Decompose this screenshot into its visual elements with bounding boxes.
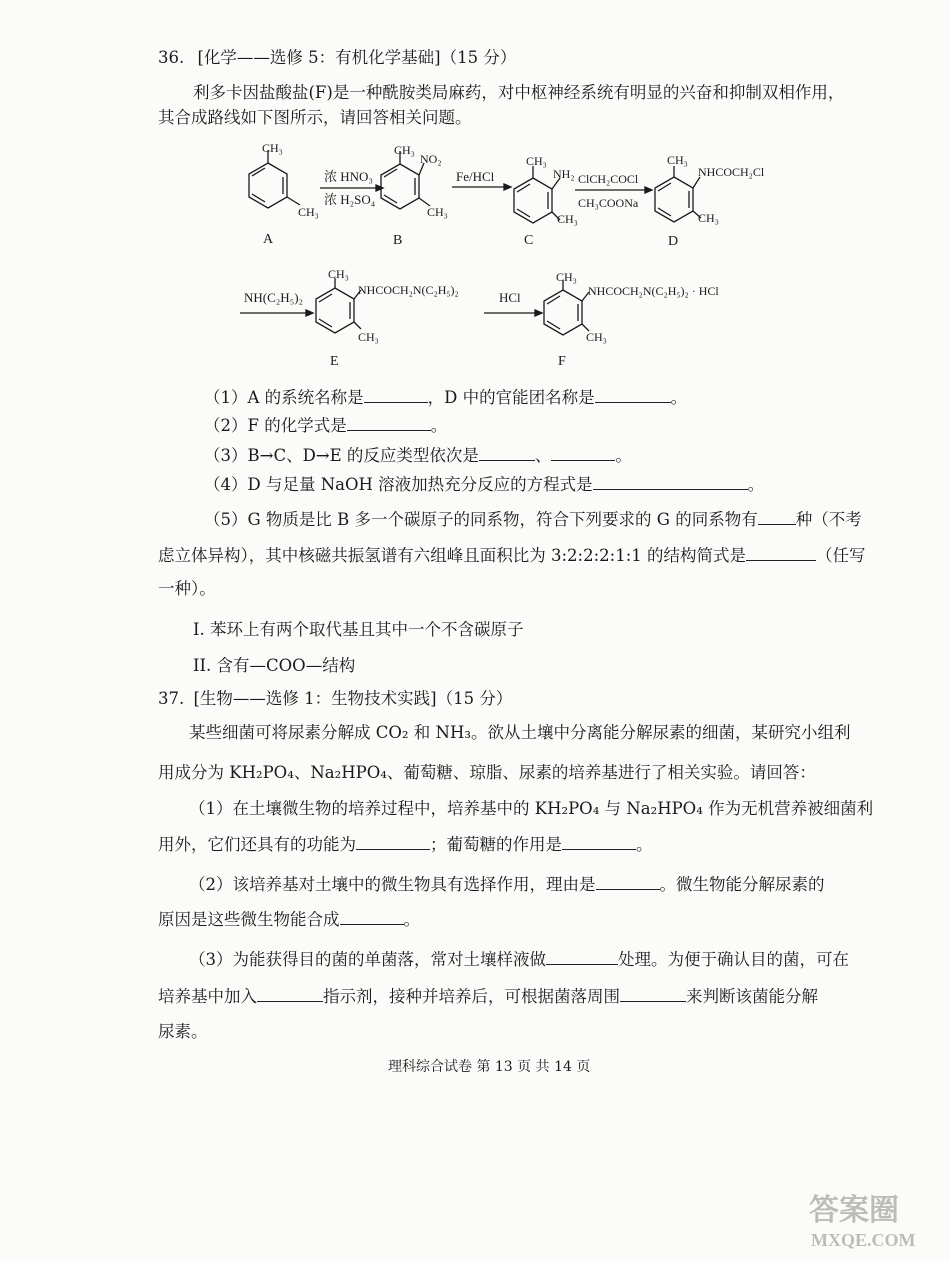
d-ch3-bottom: CH₃ [698, 211, 719, 225]
q36-title: [化学——选修 5：有机化学基础]（15 分） [197, 48, 517, 67]
answer-blank[interactable] [546, 948, 618, 965]
a-ch3-bottom: CH₃ [298, 205, 319, 219]
q36-sub5-line2: 虑立体异构），其中核磁共振氢谱有六组峰且面积比为 3:2:2:2:1:1 的结构简式是 （任写 [158, 546, 866, 565]
reagent-fe-hcl: Fe/HCl [456, 169, 495, 184]
synthesis-scheme [0, 130, 950, 380]
reagent-clch2cocl: ClCH₂COCl [578, 172, 639, 186]
q36-sub2: （2）F 的化学式是 。 [204, 416, 448, 435]
answer-blank[interactable] [257, 985, 323, 1002]
q36-sub5-line3: 一种）。 [158, 579, 216, 598]
q36-sub4: （4）D 与足量 NaOH 溶液加热充分反应的方程式是 。 [204, 475, 765, 494]
label-b: B [393, 233, 403, 248]
q36-intro-line1: 利多卡因盐酸盐(F)是一种酰胺类局麻药，对中枢神经系统有明显的兴奋和抑制双相作用， [193, 83, 845, 102]
q36-number: 36. [158, 48, 185, 67]
q37-header [158, 688, 512, 710]
q37-intro-line1: 某些细菌可将尿素分解成 CO₂ 和 NH₃。欲从土壤中分离能分解尿素的细菌，某研究小组利 [189, 723, 851, 742]
e-group: NHCOCH₂N(C₂H₅)₂ [358, 283, 459, 297]
answer-blank[interactable] [340, 908, 404, 925]
b-ch3-top: CH₃ [394, 143, 415, 157]
reagent-hcl: HCl [499, 290, 521, 305]
b-ch3-bottom: CH₃ [427, 205, 448, 219]
answer-blank[interactable] [746, 544, 816, 561]
answer-blank[interactable] [595, 386, 671, 403]
answer-blank[interactable] [758, 508, 796, 525]
q36-intro-line2: 其合成路线如下图所示，请回答相关问题。 [158, 108, 472, 127]
q37-sub2-line1: （2）该培养基对土壤中的微生物具有选择作用，理由是 。微生物能分解尿素的 [189, 875, 825, 894]
q37-sub2-line2: 原因是这些微生物能合成 。 [158, 910, 420, 929]
reagent-diethylamine: NH(C₂H₅)₂ [244, 290, 304, 305]
c-ch3-bottom: CH₃ [557, 212, 578, 226]
structure-e [316, 278, 361, 333]
answer-blank[interactable] [347, 414, 431, 431]
answer-blank[interactable] [551, 444, 615, 461]
q37-sub1-line2: 用外，它们还具有的功能为 ；葡萄糖的作用是 。 [158, 835, 653, 854]
label-d: D [668, 234, 679, 249]
f-ch3-bottom: CH₃ [586, 330, 607, 344]
d-group: NHCOCH₂Cl [698, 165, 765, 179]
a-ch3-top: CH₃ [262, 141, 283, 155]
q37-sub3-line2: 培养基中加入 指示剂，接种并培养后，可根据菌落周围 来判断该菌能分解 [158, 987, 818, 1006]
q36-sub3: （3）B→C、D→E 的反应类型依次是 、 。 [204, 446, 632, 465]
answer-blank[interactable] [562, 833, 636, 850]
f-ch3-top: CH₃ [556, 270, 577, 284]
label-f: F [558, 354, 566, 369]
answer-blank[interactable] [596, 873, 660, 890]
watermark-text: 答案圈 [809, 1194, 899, 1227]
watermark-logo [805, 1188, 940, 1253]
q37-sub1-line1: （1）在土壤微生物的培养过程中，培养基中的 KH₂PO₄ 与 Na₂HPO₄ 作为无机营养被细菌利 [189, 799, 874, 818]
q37-sub3-line1: （3）为能获得目的菌的单菌落，常对土壤样液做 处理。为便于确认目的菌，可在 [189, 950, 849, 969]
reagent-h2so4: 浓 H₂SO₄ [324, 192, 376, 207]
watermark-url: MXQE.COM [811, 1230, 916, 1250]
answer-blank[interactable] [364, 386, 428, 403]
q37-intro-line2: 用成分为 KH₂PO₄、Na₂HPO₄、葡萄糖、琼脂、尿素的培养基进行了相关实验。请回答： [158, 763, 816, 782]
answer-blank[interactable] [356, 833, 430, 850]
structure-f [544, 280, 589, 335]
reagent-ch3coona: CH₃COONa [578, 196, 639, 210]
answer-blank[interactable] [593, 473, 748, 490]
label-e: E [330, 354, 339, 369]
reagent-hno3: 浓 HNO₃ [324, 169, 373, 184]
f-group: NHCOCH₂N(C₂H₅)₂ · HCl [588, 284, 719, 298]
c-nh2: NH₂ [553, 167, 575, 181]
q36-condition-1: I. 苯环上有两个取代基且其中一个不含碳原子 [193, 620, 524, 639]
c-ch3-top: CH₃ [526, 154, 547, 168]
structure-a [249, 150, 300, 208]
q37-title: [生物——选修 1：生物技术实践]（15 分） [193, 689, 513, 708]
answer-blank[interactable] [620, 985, 686, 1002]
answer-blank[interactable] [479, 444, 535, 461]
d-ch3-top: CH₃ [667, 153, 688, 167]
structure-d [655, 166, 701, 222]
b-no2: NO₂ [420, 152, 442, 166]
label-c: C [524, 233, 534, 248]
q36-header [158, 47, 516, 69]
q36-condition-2: II. 含有—COO—结构 [193, 656, 356, 675]
q37-number: 37. [158, 689, 185, 708]
e-ch3-bottom: CH₃ [358, 330, 379, 344]
q36-sub1: （1）A 的系统名称是 ，D 中的官能团名称是 。 [204, 388, 688, 407]
label-a: A [263, 232, 274, 247]
q36-sub5-line1: （5）G 物质是比 B 多一个碳原子的同系物，符合下列要求的 G 的同系物有 种（不考 [204, 510, 862, 529]
e-ch3-top: CH₃ [328, 267, 349, 281]
q37-sub3-line3: 尿素。 [158, 1022, 208, 1041]
page-footer: 理科综合试卷 第 13 页 共 14 页 [388, 1059, 591, 1075]
